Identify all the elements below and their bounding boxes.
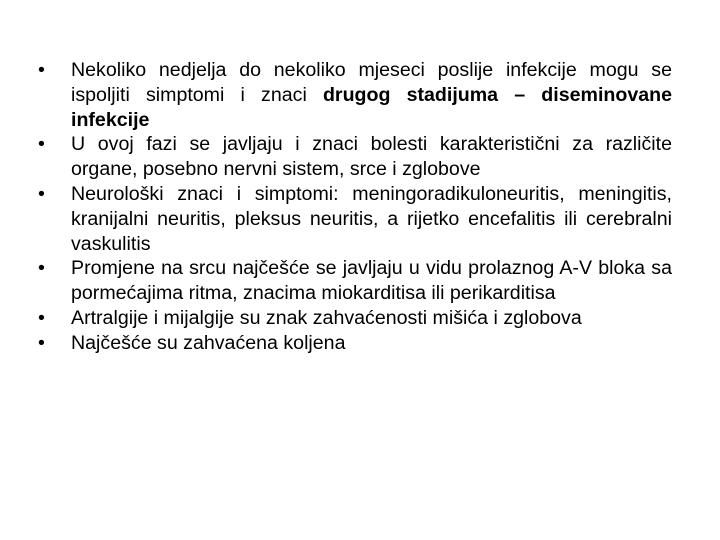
bullet-icon: •	[38, 331, 45, 354]
bullet-text: Artralgije i mijalgije su znak zahvaćenosti mišića i zglobova	[71, 306, 582, 329]
bullet-icon: •	[38, 306, 45, 329]
bullet-item-6	[36, 331, 672, 356]
bullet-item-5	[36, 306, 672, 331]
bullet-text-bold: drugog stadijuma – diseminovane infekcije	[71, 83, 672, 131]
bullet-icon: •	[38, 182, 45, 205]
bullet-icon: •	[38, 133, 45, 156]
bullet-text: Nekoliko nedjelja do nekoliko mjeseci poslije infekcije mogu se ispoljiti simptomi i znaci	[71, 59, 672, 106]
bullet-item-3	[36, 182, 672, 256]
slide-content	[36, 58, 672, 356]
bullet-text: Promjene na srcu najčešće se javljaju u vidu prolaznog A-V bloka sa pormećajima ritma, znacima miokarditisa ili perikarditisa	[71, 257, 672, 305]
bullet-item-2	[36, 132, 672, 182]
bullet-item-4	[36, 256, 672, 306]
bullet-item-1	[36, 58, 672, 132]
bullet-text: Najčešće su zahvaćena koljena	[71, 331, 346, 354]
bullet-icon: •	[38, 59, 45, 81]
bullet-list	[36, 58, 672, 356]
bullet-text: U ovoj fazi se javljaju i znaci bolesti karakteristični za različite organe, posebno nervni sistem, srce i zglobove	[71, 133, 672, 181]
bullet-text: Neurološki znaci i simptomi: meningoradikuloneuritis, meningitis, kranijalni neuritis, pleksus neuritis, a rijetko encefalitis ili cerebralni vaskulitis	[71, 182, 672, 255]
bullet-icon: •	[38, 257, 45, 280]
